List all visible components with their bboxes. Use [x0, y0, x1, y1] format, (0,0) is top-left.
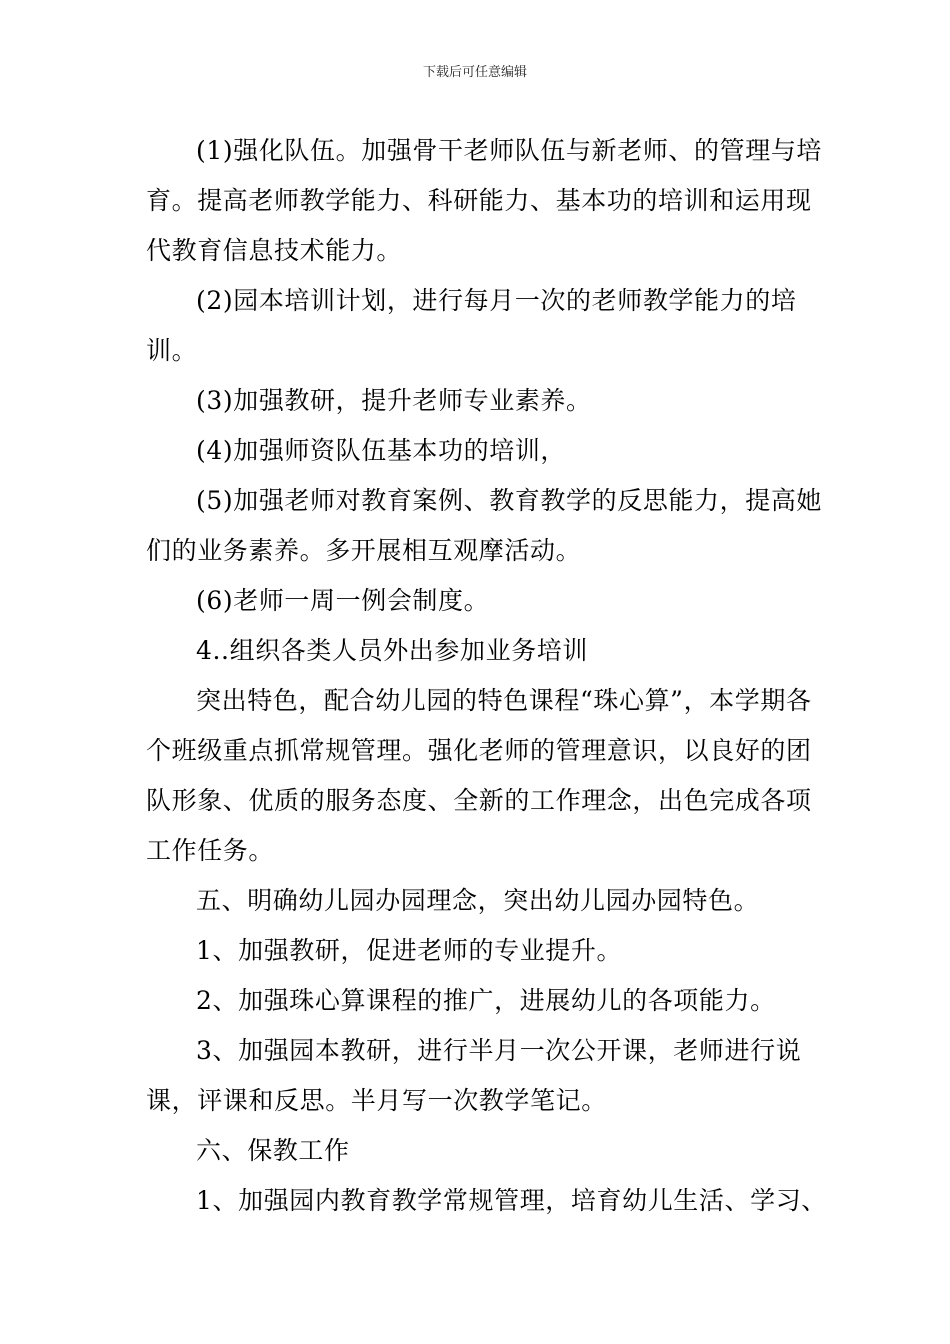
- paragraph-care-education-item-1: 1、加强园内教育教学常规管理，培育幼儿生活、学习、: [196, 1186, 827, 1215]
- section-heading-five: 五、明确幼儿园办园理念，突出幼儿园办园特色。: [196, 886, 760, 915]
- paragraph-highlight-features: 突出特色，配合幼儿园的特色课程“珠心算”，本学期各个班级重点抓常规管理。强化老师的管理意识，以良好的团队形象、优质的服务态度、全新的工作理念，出色完成各项工作任务。: [146, 686, 812, 865]
- paragraph-basic-skills: (4)加强师资队伍基本功的培训，: [196, 436, 567, 465]
- paragraph-teaching-research: (3)加强教研，提升老师专业素养。: [196, 386, 592, 415]
- page-header-note: 下载后可任意编辑: [422, 65, 527, 80]
- paragraph-team-building: (1)强化队伍。加强骨干老师队伍与新老师、的管理与培育。提高老师教学能力、科研能力、基本功的培训和运用现代教育信息技术能力。: [146, 136, 823, 265]
- paragraph-weekly-meeting: (6)老师一周一例会制度。: [196, 586, 490, 615]
- paragraph-item-2: 2、加强珠心算课程的推广，进展幼儿的各项能力。: [196, 986, 776, 1015]
- paragraph-external-training: 4..组织各类人员外出参加业务培训: [196, 636, 589, 665]
- paragraph-item-3: 3、加强园本教研，进行半月一次公开课，老师进行说课，评课和反思。半月写一次教学笔记。: [146, 1036, 802, 1115]
- paragraph-garden-training-plan: (2)园本培训计划，进行每月一次的老师教学能力的培训。: [146, 286, 797, 365]
- paragraph-reflection-ability: (5)加强老师对教育案例、教育教学的反思能力，提高她们的业务素养。多开展相互观摩活动。: [146, 486, 823, 565]
- document-body: [146, 126, 826, 1226]
- paragraph-item-1: 1、加强教研，促进老师的专业提升。: [196, 936, 623, 965]
- section-heading-six: 六、保教工作: [196, 1136, 350, 1165]
